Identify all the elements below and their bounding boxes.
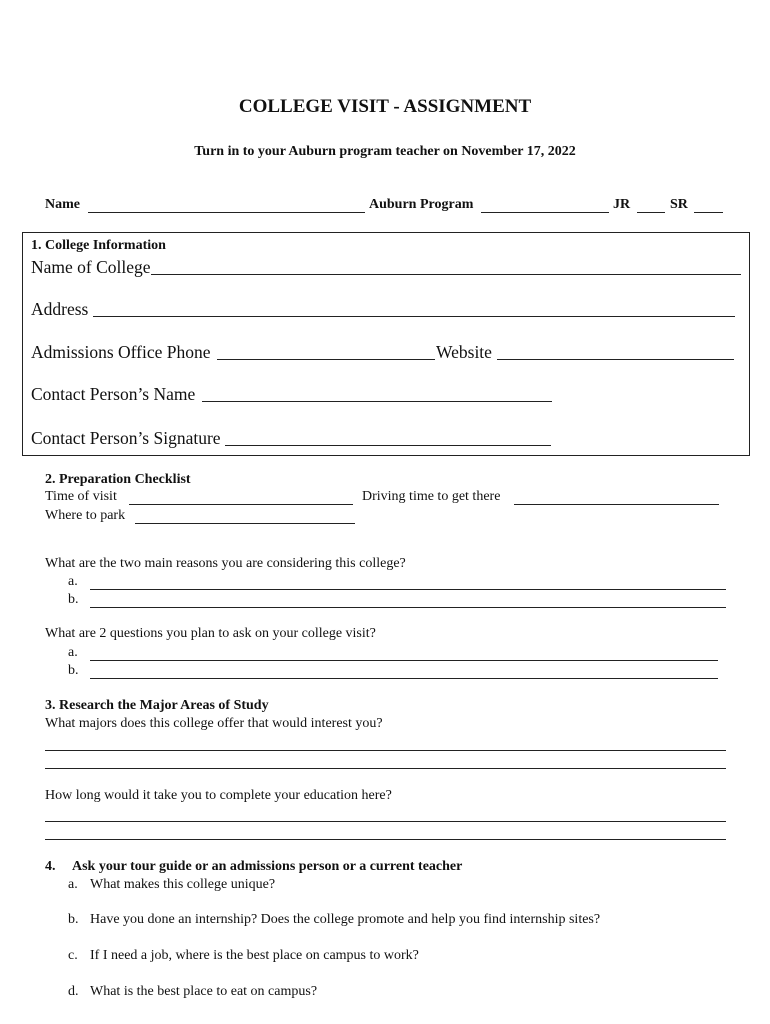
contact-name-label: Contact Person’s Name bbox=[31, 384, 196, 404]
name-label: Name bbox=[45, 197, 80, 212]
question-letter: c. bbox=[68, 948, 78, 963]
address-field[interactable] bbox=[93, 316, 735, 317]
majors-question: What majors does this college offer that would interest you? bbox=[45, 716, 383, 731]
name-of-college-label: Name of College bbox=[31, 257, 151, 277]
reason-a-field[interactable] bbox=[90, 589, 726, 590]
section1-heading: 1. College Information bbox=[31, 238, 166, 253]
page-subtitle: Turn in to your Auburn program teacher on November 17, 2022 bbox=[194, 144, 576, 159]
reason-a-letter: a. bbox=[68, 574, 78, 589]
time-of-visit-label: Time of visit bbox=[45, 489, 117, 504]
majors-field-1[interactable] bbox=[45, 750, 726, 751]
question-text: What makes this college unique? bbox=[90, 877, 276, 892]
question-b-field[interactable] bbox=[90, 678, 718, 679]
contact-name-field[interactable] bbox=[202, 401, 552, 402]
driving-time-field[interactable] bbox=[514, 504, 719, 505]
section3-heading: 3. Research the Major Areas of Study bbox=[45, 698, 269, 713]
sr-field[interactable] bbox=[694, 212, 723, 213]
admissions-phone-label: Admissions Office Phone bbox=[31, 342, 211, 362]
name-of-college-field[interactable] bbox=[151, 274, 741, 275]
reasons-question: What are the two main reasons you are considering this college? bbox=[45, 556, 406, 571]
questions-prompt: What are 2 questions you plan to ask on your college visit? bbox=[45, 626, 376, 641]
section4-number: 4. bbox=[45, 859, 56, 874]
majors-field-2[interactable] bbox=[45, 768, 726, 769]
jr-field[interactable] bbox=[637, 212, 665, 213]
where-to-park-field[interactable] bbox=[135, 523, 355, 524]
name-field[interactable] bbox=[88, 212, 365, 213]
where-to-park-label: Where to park bbox=[45, 508, 126, 523]
website-field[interactable] bbox=[497, 359, 734, 360]
question-text: Have you done an internship? Does the college promote and help you find internship sites? bbox=[90, 912, 601, 927]
jr-label: JR bbox=[613, 197, 631, 212]
question-letter: a. bbox=[68, 877, 78, 892]
duration-field-1[interactable] bbox=[45, 821, 726, 822]
reason-b-field[interactable] bbox=[90, 607, 726, 608]
reason-b-letter: b. bbox=[68, 592, 79, 607]
address-label: Address bbox=[31, 299, 89, 319]
duration-field-2[interactable] bbox=[45, 839, 726, 840]
contact-signature-field[interactable] bbox=[225, 445, 551, 446]
question-letter: b. bbox=[68, 912, 79, 927]
section2-heading: 2. Preparation Checklist bbox=[45, 472, 191, 487]
section4-heading: Ask your tour guide or an admissions person or a current teacher bbox=[72, 859, 463, 874]
page-title: COLLEGE VISIT - ASSIGNMENT bbox=[238, 96, 532, 117]
question-text: What is the best place to eat on campus? bbox=[90, 984, 318, 999]
question-b-letter: b. bbox=[68, 663, 79, 678]
time-of-visit-field[interactable] bbox=[129, 504, 353, 505]
website-label: Website bbox=[436, 342, 492, 362]
sr-label: SR bbox=[670, 197, 688, 212]
question-a-letter: a. bbox=[68, 645, 78, 660]
duration-question: How long would it take you to complete your education here? bbox=[45, 788, 392, 803]
program-field[interactable] bbox=[481, 212, 609, 213]
question-a-field[interactable] bbox=[90, 660, 718, 661]
program-label: Auburn Program bbox=[369, 197, 474, 212]
question-letter: d. bbox=[68, 984, 79, 999]
question-text: If I need a job, where is the best place on campus to work? bbox=[90, 948, 419, 963]
driving-time-label: Driving time to get there bbox=[362, 489, 501, 504]
admissions-phone-field[interactable] bbox=[217, 359, 435, 360]
contact-signature-label: Contact Person’s Signature bbox=[31, 428, 221, 448]
